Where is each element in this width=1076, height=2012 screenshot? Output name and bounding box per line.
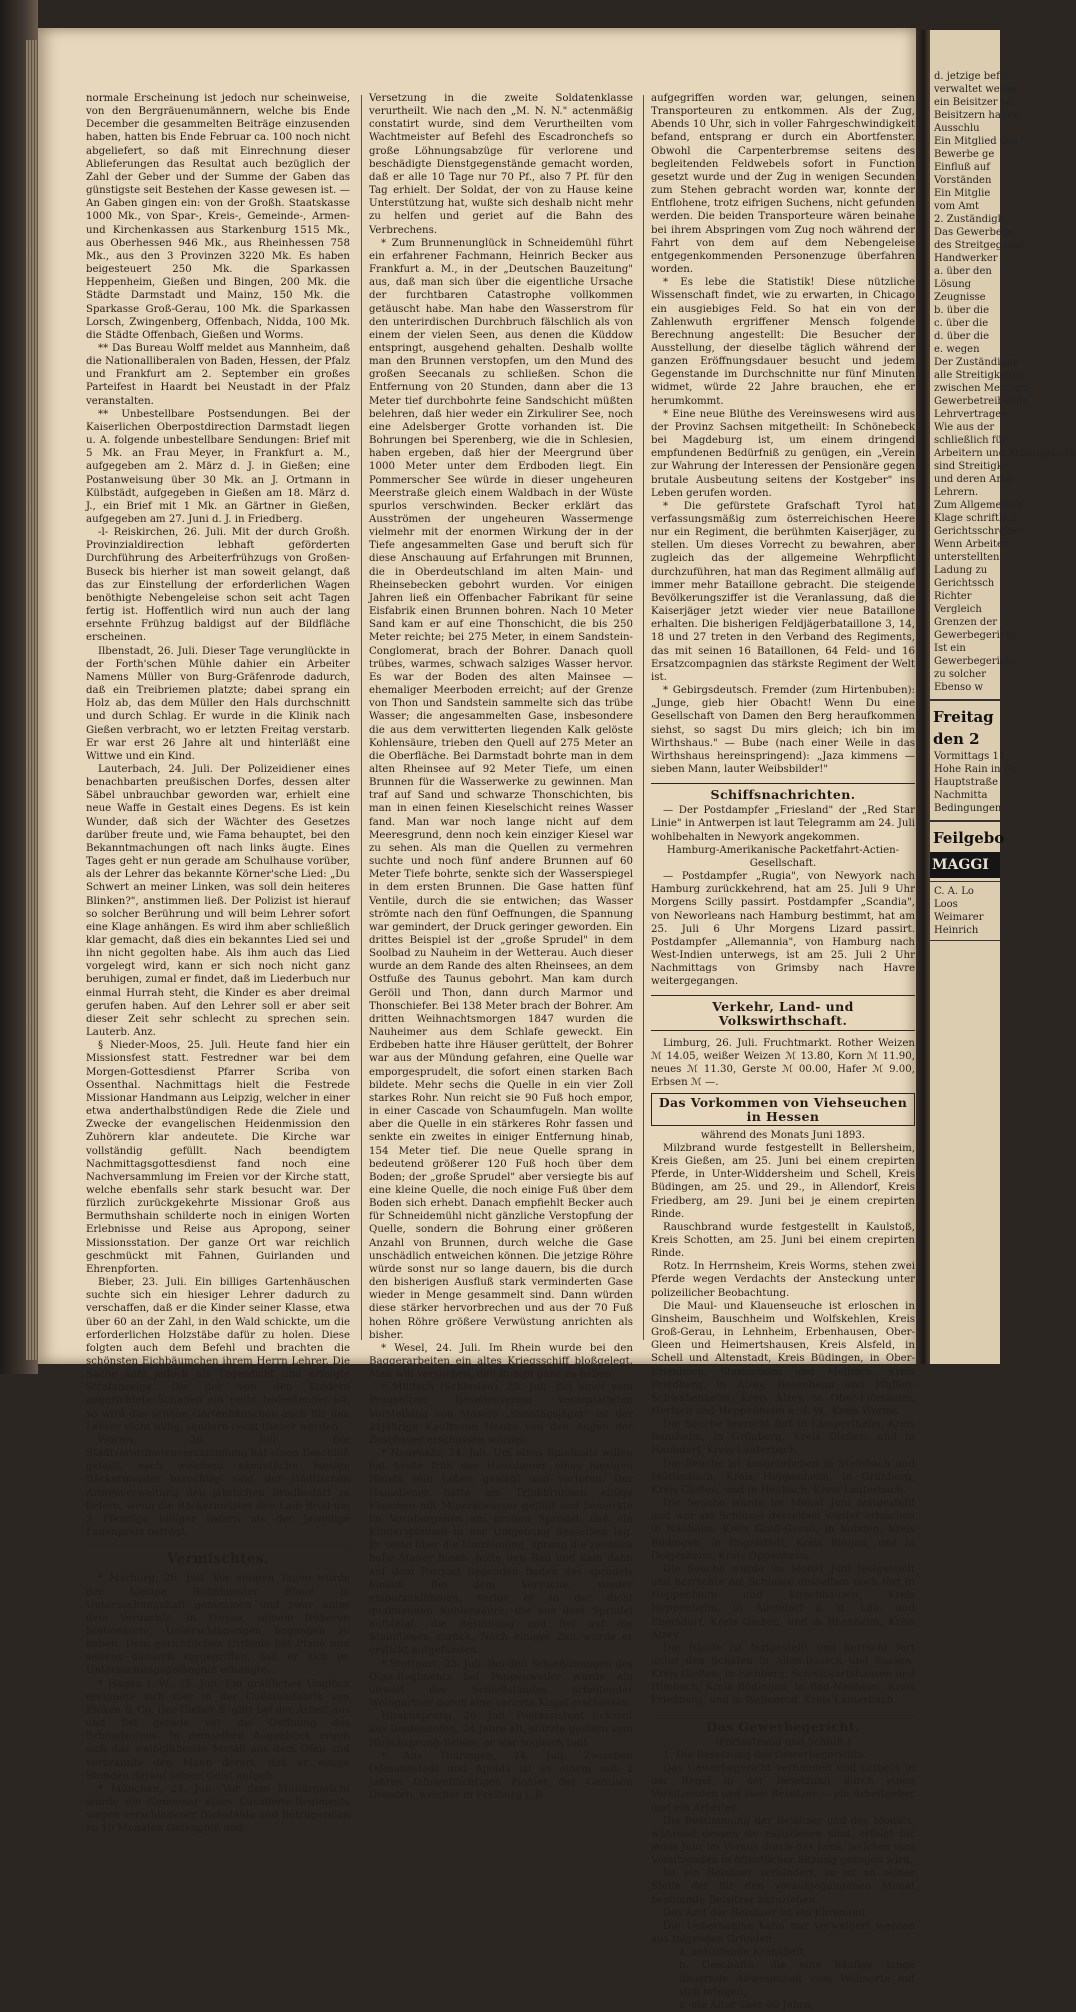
adjacent-text-line: Ebenso w (934, 682, 983, 693)
article-paragraph: * Stuttgart, 25. Juli. Bei den Schießübungen des Olga-Regiments bei Poppenweiler wurde ein unweit des Schießstandes arbeitender Weingärtner durch eine verirrte Kugel erschossen. (369, 1658, 633, 1710)
adjacent-text-line: Gewerbegericht (934, 656, 1016, 667)
article-paragraph: Die Bestimmung der Beisitzer und des Monats, während dessen sie zuzuziehen sind, erfolgt für jedes Jahr im Voraus durch das Loos, welches vom Vorsitzenden in öffentlicher Sitzung gezogen wird. (651, 1815, 915, 1867)
adjacent-page-edge (930, 30, 1076, 1364)
adjacent-text-line: Gerichtssch (934, 578, 995, 589)
article-paragraph: Worms, 26. Juli. Die Stadtverordnetenversammlung hat einen Beschluß gefaßt, nach welchem sämmtliche hiesige Bäckermeister berechtigt sind, der städtischen Armenverwaltung den jährlichen Brodbedarf zu liefern, wenn die Bäckermeister den Laib Brod um 3 Pfennige billiger liefern als der jeweilige Ladenpreis beträgt. (86, 1434, 350, 1539)
article-paragraph: ** Unbestellbare Postsendungen. Bei der Kaiserlichen Oberpostdirection Darmstadt liegen u. A. folgende unbestellbare Sendungen: Brief mit 5 Mk. an Frau Meyer, in Frankfurt a. M., aufgegeben am 2. März d. J. in Gießen; eine Postanweisung über 30 Mk. an J. Ortmann in Külbstädt, aufgegeben in Gießen am 18. März d. J., ein Brief mit 1 Mk. an Gärtner in Gießen, aufgegeben am 27. Juni d. J. in Friedberg. (86, 408, 350, 525)
article-paragraph: Rauschbrand wurde festgestellt in Kaulstoß, Kreis Schotten, am 25. Juni bei einem crepirten Rinde. (651, 1221, 915, 1260)
article-subheading: während des Monats Juni 1893. (700, 1129, 866, 1141)
article-paragraph: * München, 23. Juli. Vor dem Militärgericht wurde ein Gemeiner eines Cavallerie-Regiments wegen verschiedener Diebstähle und Betrügereien zu 10 Monaten Gefängniß und (86, 1783, 350, 1835)
adjacent-text-line: d. über die (934, 331, 989, 342)
adjacent-text-line: Beisitzern haben, (934, 110, 1023, 121)
article-paragraph: Das Gewerbegericht verhandelt und urtheilt in der Regel in der Besetzung durch einen Vorsitzenden und zwei Beisitzer — ein Arbeitgeber und ein Arbeiter. (651, 1763, 915, 1814)
adjacent-text-line: Ladung zu (934, 565, 988, 576)
article-paragraph: Rotz. In Herrnsheim, Kreis Worms, stehen zwei Pferde wegen Verdachts der Ansteckung unter polizeilicher Beobachtung. (651, 1261, 915, 1299)
article-paragraph: Die Räude ist festgestellt und herrscht fort unter den Schafen in Allen-Buseck und Saasen, Kreis Gießen, in Eichberg, Schwickartshausen und Himbach, Kreis Büdingen, in Bad-Nauheim, Kreis Friedberg, und in Wallenrod, Kreis Lauterbach. (651, 1642, 915, 1707)
list-item: a. anhaltende Krankheit, (679, 1947, 808, 1959)
article-paragraph: Die Seuche ist ausgebrochen in Steinbach und Mörlenbach, Kreis Heppenheim, in Grünberg, Kreis Gießen, und in Heubach, Kreis Lauterbach. (651, 1458, 915, 1496)
adjacent-text-line: Einfluß auf (934, 162, 991, 173)
column-left (86, 92, 350, 1835)
adjacent-text-line: a. über den (934, 266, 992, 277)
column-divider (361, 95, 362, 1340)
article-paragraph: * Wesel, 24. Juli. Im Rhein wurde bei den Baggerarbeiten ein altes Kriegsschiff bloßgelegt. Man will versuchen, den Rumpf ganz zu heben. (369, 1342, 633, 1381)
adjacent-text-line: Arbeitern und Arbeitgebern (934, 448, 1076, 459)
article-paragraph: Die Uebernahme kann nur verweigert werden aus folgenden Gründen: (651, 1920, 915, 1946)
book-gutter (916, 30, 930, 1364)
maggi-advertisement: MAGGI (930, 852, 1000, 878)
adjacent-text-line: Weimarer (934, 912, 984, 923)
adjacent-ad-heading: Feilgebo (933, 829, 1005, 847)
article-paragraph: Bieber, 23. Juli. Ein billiges Gartenhäuschen suchte sich ein hiesiger Lehrer dadurch zu verschaffen, daß er die Kinder seiner Klasse, etwa über 60 an der Zahl, in den Wald schickte, um die erforderlichen Holzstäbe dafür zu holen. Diese folgten auch dem Befehl und brachten die schönsten Eichbäumchen ihrem Herrn Lehrer. Die Sache kam jedoch als Tagesdicht und erfolgte Strafanzeige. Die der von den Kindern angerichtete Schaden ein recht bedeutender ist, so wird das schöne Gartenhäuschen auch für den Lehrer nicht billig, sondern recht theuer werden. (86, 1277, 350, 1433)
adjacent-text-line: Loos (934, 899, 958, 910)
adjacent-text-line: Heinrich (934, 925, 979, 936)
article-paragraph: aufgegriffen worden war, gelungen, seinen Transporteuren zu entkommen. Als der Zug, Abends 10 Uhr, sich in voller Fahrgeschwindigkeit befand, entsprang er durch ein Abortfenster. Obwohl die Carpenterbremse seitens des begleitenden Feldwebels sofort in Function gesetzt wurde und der Zug in wenigen Secunden zum Stehen gebracht worden war, konnte der Entflohene, trotz eifrigen Suchens, nicht gefunden werden. Die beiden Transporteure wären beinahe bei ihrem Abspringen vom Zug noch während der Fahrt von dem auf dem Nebengeleise entgegenkommenden Personenzuge überfahren worden. (651, 93, 915, 276)
adjacent-text-line: und deren Arbe (934, 474, 1014, 485)
article-paragraph: * Gebirgsdeutsch. Fremder (zum Hirtenbuben): „Junge, gieb hier Obacht! Wenn Du eine Gesellschaft von Damen den Berg heraufkommen siehst, so sagst Du mirs gleich; ich bin im Wirthshaus." — Bube (nach einer Weile in das Wirthshaus hereinspringend): „Jaza kimmens — sieben Mann, lauter Weibsbilder!" (651, 685, 915, 775)
adjacent-text-line: d. jetzige befin (934, 71, 1010, 82)
column-divider (643, 95, 644, 1340)
adjacent-text-line: Bewerbe ge (934, 149, 995, 160)
section-rule (651, 1030, 915, 1031)
section-heading-schiffsnachrichten: Schiffsnachrichten. (710, 787, 856, 803)
list-item: b. Geschäfte, die eine häufige lange dauernde Abwesenheit vom Wohnorte mit sich bringen, (679, 1960, 915, 1998)
article-paragraph: * Eine neue Blüthe des Vereinswesens wird aus der Provinz Sachsen mitgetheilt: In Schönebeck bei Magdeburg ist, um einem dringend empfundenen Bedürfniß zu genügen, ein „Verein zur Wahrung der Interessen der Pensionäre gegen brutale Ausbeutung seitens der Kostgeber" ins Leben gerufen worden. (651, 408, 915, 499)
column-right (651, 92, 915, 2011)
adjacent-text-line: Ausschlu (934, 123, 980, 134)
adjacent-text-line: Klage schriftlich (934, 513, 1018, 524)
adjacent-text-line: Vorständen (934, 175, 992, 186)
adjacent-text-line: b. über die (934, 305, 989, 316)
adjacent-text-line: Lehrvertrages (934, 409, 1007, 420)
adjacent-text-line: zwischen Meistern (934, 383, 1030, 394)
adjacent-text-line: Richter (934, 591, 972, 602)
article-paragraph: * Zum Brunnenunglück in Schneidemühl führt ein erfahrener Fachmann, Heinrich Becker aus Frankfurt a. M., in der „Deutschen Bauzeitung" aus, daß man sich über die eigentliche Ursache der furchtbaren Catastrophe vollkommen getäuscht habe. Man habe den Wasserstrom für den unterirdischen Durchbruch fälschlich als von einem der vielen Seen, aus denen die Küddow entspringt, ausgehend gehalten. Deshalb wollte man den Brunnen verstopfen, um den Mund des großen Seecanals zu schließen. Schon die Entfernung von 20 Stunden, dann aber die 13 Meter tief durchbohrte feine Sandschicht müßten belehren, daß hier weder ein Zirkulirer See, noch eine Adelsberger Grotte vorhanden ist. Die Bohrungen bei Sperenberg, wie die in Schlesien, haben ergeben, daß hier der Meergrund über 1000 Meter unter dem Erdboden liegt. Ein Pommerscher See würde in dieser ungeheuren Meerstraße gleich einem Waldbach in der Wüste spurlos verschwinden. Becker erklärt das Ausströmen der ungeheuren Wassermenge vielmehr mit der enormen Wirkung der in der Tiefe angesammelten Gase und beruft sich für diese Anschauung auf Erfahrungen mit Brunnen, die in Oberdeutschland im alten Main- und Rheinsebecken gebohrt wurden. Vor einigen Jahren ließ ein Offenbacher Fabrikant für seine Eisfabrik einen Brunnen bohren. Nach 10 Meter Sand kam er auf eine Thonschicht, die bis 250 Meter reichte; bei 275 Meter, in einem Sandstein-Conglomerat, brach der Bohrer. Danach quoll trübes, warmes, schwach salziges Wasser hervor. Es war der Boden des alten Mainsee — ehemaliger Meerboden erreicht; auf der Grenze von Thon und Sandstein sammelte sich das trübe Wasser; die angesammelten Gase, insbesondere die aus dem verwitterten liegenden Kalk gelöste Kohlensäure, trieben den Quell auf 275 Meter an die Oberfläche. Bei Darmstadt bohrte man in dem alten Rheinsee auf 92 Meter Tiefe, um einen Brunnen für die Wasserwerke zu gewinnen. Man traf auf Sand und schwarze Thonschichten, bis man in einen feinen Kieselschicht reines Wasser fand. Man war noch lange nicht auf dem Meeresgrund, denn noch kein einziger Kiesel war zu sehen. Als man die Quellen zu vermehren suchte und noch fünf andere Brunnen auf 60 Meter Tiefe bohrte, senkte sich der Wasserspiegel in dem ersten Brunnen. Die Gase hatten fünf Ventile, durch die sie entwichen; das Wasser strömte nach den fünf Oeffnungen, die Spannung war gemindert, der Druck geringer geworden. Ein drittes Beispiel ist der „große Sprudel" in dem Soolbad zu Nauheim in der Wetterau. Auch dieser wurde an dem Rande des alten Rheinsees, an dem Ostfuße des Taunus gebohrt. Man kam durch Geröll und Thon, dann durch Marmor und Thonschiefer. Bei 138 Meter brach der Bohrer. Am dritten Weihnachtsmorgen 1847 wurden die Nauheimer aus dem Schlafe geweckt. Ein Erdbeben hatte ihre Häuser gerüttelt, der Bohrer war aus der Mündung gefahren, eine Quelle war emporgesprudelt, die sofort einen starken Bach bildete. Mehr sechs die Quelle in ein vier Zoll starkes Rohr. Nun reicht sie 90 Fuß hoch empor, in einer Cascade von Schaumfugeln. Man wollte aber die Quelle in ein stärkeres Rohr fassen und senkte ein zweites in einiger Entfernung hinab, 154 Meter tief. Die neue Quelle sprang in bedeutend größerer 120 Fuß hoch über dem Boden; der „große Sprudel" aber versiegte bis auf eine kleine Quelle, die noch einige Fuß über dem Boden sich erhebt. Danach empfiehlt Becker auch für Schneidemühl nicht gänzliche Verstopfung der Quelle, sondern die Bohrung einer größeren Anzahl von Brunnen, durch welche die Gase unschädlich entweichen können. Die jetzige Röhre würde sonst nur so lange dauern, bis die durch den bisherigen Ausfluß stark verminderten Gase wieder in Menge gesammelt sind. Dann würden diese stärker hervorbrechen und aus der 70 Fuß hohen Röhre größere Verwüstung anrichten als bisher. (369, 237, 633, 1341)
article-paragraph: — Der Postdampfer „Friesland" der „Red Star Linie" in Antwerpen ist laut Telegramm am 24. Juli wohlbehalten in Newyork angekommen. (651, 805, 915, 843)
article-paragraph: * Hagen i. W., 25. Juli. Ein gräßliches Unglück ereignete sich hier in der Gußstahlfabrik von Eicken & Co. Der Gießer S. glitt bei der Arbeit aus und fiel gerade vor die Oeffnung des Schmelzofens. In demselben Augenblick ergoß sich das weißglühende Metall aus dem Ofen und verbrannte den Mann derart, daß er einige Stunden darauf seinen Geist aufgab. (86, 1678, 350, 1782)
section-rule (651, 995, 915, 996)
adjacent-text-line: Das Gewerbege (934, 227, 1015, 238)
adjacent-text-line: sind Streitigke (934, 461, 1009, 472)
adjacent-text-line: Gewerbetreibende (934, 396, 1029, 407)
article-paragraph: Limburg, 26. Juli. Fruchtmarkt. Rother Weizen ℳ 14.05, weißer Weizen ℳ 13.80, Korn ℳ 11.90, neues ℳ 11.30, Gerste ℳ 00.00, Hafer ℳ 9.00, Erbsen ℳ —. (651, 1037, 915, 1089)
adjacent-text-line: Hauptstraße (934, 777, 999, 788)
adjacent-text-line: Zum Allgemeinen (934, 500, 1024, 511)
adjacent-text-line: Nachmitta (934, 790, 988, 801)
article-heading-gewerbegericht: Das Gewerbegericht. (706, 1718, 860, 1734)
section-rule (930, 699, 1000, 701)
adjacent-text-line: Vormittags 11 (934, 751, 1006, 762)
article-paragraph: Hirschsprung, 26. Juli. Postassistent Eckardt aus Diedenhofen, 24 Jahre alt, stürzte gestern vom Hirschsprung-Felsen; er war sogleich todt. (369, 1711, 633, 1749)
adjacent-text-line: ein Beisitzer wi (934, 97, 1013, 108)
adjacent-page-text (930, 30, 1076, 694)
article-heading-viehseuchen: Das Vorkommen von Viehseuchen in Hessen (651, 1093, 915, 1125)
article-subheading: (Fortsetzung und Schluß.) (715, 1736, 851, 1748)
article-paragraph: ** Das Bureau Wolff meldet aus Mannheim, daß die Nationalliberalen von Baden, Hessen, der Pfalz und Frankfurt am 2. September ein großes Parteifest in Haardt bei Neustadt in der Pfalz veranstalten. (86, 342, 350, 407)
list-item: c. ein Alter über 60 Jahre, (679, 1999, 814, 2011)
adjacent-text-line: Ist ein (934, 643, 966, 654)
adjacent-text-line: unterstellten (934, 552, 1000, 563)
adjacent-heading: Freitag den 2 (933, 708, 994, 748)
article-paragraph: § Nieder-Moos, 25. Juli. Heute fand hier ein Missionsfest statt. Festredner war bei dem Morgen-Gottesdienst Pfarrer Scriba von Ossenthal. Nachmittags hielt die Festrede Missionar Handmann aus Leipzig, welcher in einer etwa anderthalbstündigen Rede die Ziele und Zwecke der evangelischen Heidenmission den Zuhörern klar andeutete. Die Kirche war vollständig gefüllt. Nach beendigtem Nachmittagsgottesdienst fand noch eine Nachversammlung im Freien vor der Kirche statt, welche ebenfalls sehr stark besucht war. Der fürzlich zurückgekehrte Missionar Groß aus Bermuthshain schilderte noch in einigen Worten Erlebnisse und Reise aus Apropong, seiner Missionsstation. Der ganze Ort war reichlich geschmückt mit Fahnen, Guirlanden und Ehrenpforten. (86, 1040, 350, 1275)
section-rule (651, 1715, 915, 1716)
adjacent-text-line: C. A. Lo (934, 886, 974, 897)
article-paragraph: Ist ein Beisitzer verhindert, so ist an seiner Stelle der für den voraufgegangenen Monat bestimmte Beisitzer zuzuziehen. (651, 1868, 915, 1906)
adjacent-text-line: des Streitgegenst (934, 240, 1024, 251)
column-middle (369, 92, 633, 1802)
article-paragraph: normale Erscheinung ist jedoch nur scheinweise, von den Bergräuenumännern, welche bis Ende December die gesammelten Beiträge einzusenden haben, hatten bis Ende Februar ca. 100 noch nicht abgeliefert, so daß mit Einrechnung dieser Ablieferungen das Resultat auch bezüglich der Zahl der Geber und der Summe der Gaben das günstigste seit Bestehen der Kasse gewesen ist. — An Gaben gingen ein: von der Großh. Staatskasse 1000 Mk., von Spar-, Kreis-, Gemeinde-, Armen- und Kirchenkassen aus Starkenburg 1515 Mk., aus Oberhessen 946 Mk., aus Rheinhessen 758 Mk., aus den 3 Provinzen 3220 Mk. Es haben beigesteuert 250 Mk. die Sparkassen Heppenheim, Gießen und Bingen, 200 Mk. die Städte Darmstadt und Mainz, 150 Mk. die Sparkasse Groß-Gerau, 100 Mk. die Sparkassen Lorsch, Zwingenberg, Offenbach, Nidda, 100 Mk. die Städte Offenbach, Gießen und Worms. (86, 93, 350, 341)
adjacent-text-line: verwaltet werde (934, 84, 1017, 95)
article-paragraph: Lauterbach, 24. Juli. Der Polizeidiener eines benachbarten preußischen Dorfes, dessen alter Säbel unbrauchbar geworden war, erhielt eine neue Waffe in Gestalt eines Degens. Es ist kein Wunder, daß sich der Wächter des Gesetzes darüber freute und, wie Fama behauptet, bei den Bekanntmachungen oft nach links äugte. Eines Tages geht er nun gerade am Schulhause vorüber, als der Lehrer das bekannte Körner'sche Lied: „Du Schwert an meiner Linken, was soll dein heiteres Blinken?", anstimmen ließ. Der Polizist ist hierauf so solcher Berührung und will beim Lehrer sofort eine Klage anhängen. Es wird ihm aber schließlich klar gemacht, daß dies ein bekanntes Lied sei und ihn nicht gegolten habe. Als ihm auch das Lied vorgelegt wird, kann er sich noch nicht ganz beruhigen, zumal er findet, daß im Liederbuch nur einmal Hurrah steht, die Kinder es aber dreimal gerufen haben. Auf den Lehrer soll er aber seit dieser Zeit sehr schlecht zu sprechen sein. Lauterb. Anz. (86, 763, 350, 1039)
adjacent-text-line: alle Streitigkeiten (934, 370, 1026, 381)
article-paragraph: * Marburg, 26. Juli. Vor einigen Tagen wurde der hiesige Bahnmeister Pfaue in Untersuchungshaft genommen und zwar unter dem Verdachte, in Treysa, seinem früheren Stationsorte, Unterschlagungen begangen zu haben. Dem gerichtlichen Urtheile hat Pfaue nun seitens dadurch vorgegriffen, daß er sich im Untersuchungsgefängniß erhängte. (86, 1573, 350, 1677)
adjacent-ad-text (930, 881, 1000, 941)
adjacent-text-line: Gerichtsschreiber (934, 526, 1026, 537)
article-paragraph: 1. Die Besetzung des Gewerbegerichts. (663, 1749, 867, 1761)
article-paragraph: Die Seuche herrscht fort in Lampertheim, Kreis Bensheim, in Grünberg, Kreis Gießen, und in Haubdorf, Kreis Lauterbach. (651, 1419, 915, 1457)
section-heading-verkehr: Verkehr, Land- und Volkswirthschaft. (712, 999, 854, 1028)
adjacent-text-line: Der Zuständigke (934, 357, 1019, 368)
article-paragraph: * Die gefürstete Grafschaft Tyrol hat verfassungsmäßig zum österreichischen Heere nur ein Regiment, die berühmten Kaiserjäger, zu stellen. Um dieses Vorrecht zu bewahren, aber zugleich das der allgemeine Wehrpflicht durchzuführen, hat man das Regiment allmälig auf immer mehr Bataillone gebracht. Die steigende Bevölkerungsziffer ist die Veranlassung, daß die Kaiserjäger jetzt wieder vier neue Bataillone erhalten. Die bisherigen Feldjägerbataillone 3, 14, 18 und 27 treten in den Verband des Regiments, das mit seinen 16 Bataillonen, 64 Feld- und 16 Ersatzcompagnien das stärkste Regiment der Welt ist. (651, 500, 915, 683)
adjacent-text-line: Gewerbegericht (934, 630, 1016, 641)
adjacent-text-line: Wenn Arbeiter (934, 539, 1008, 550)
adjacent-text-line: Zeugnisse (934, 292, 986, 303)
article-paragraph: Versetzung in die zweite Soldatenklasse verurtheilt. Wie nach den „M. N. N." actenmäßig constatirt wurde, sind dem Verurtheilten vom Wachtmeister auf Befehl des Escadronchefs so große Löhnungsabzüge für verlorene und beschädigte Dienstgegenstände gemacht worden, daß er alle 10 Tage nur 70 Pf., also 7 Pf. für den Tag erhielt. Der Soldat, der von zu Hause keine Unterstützung hat, wußte sich deshalb nicht mehr zu helfen und geriet auf die Bahn des Verbrechens. (369, 93, 633, 236)
article-paragraph: Die Maul- und Klauenseuche ist erloschen in Ginsheim, Bauschheim und Wolfskehlen, Kreis Groß-Gerau, in Lehnheim, Erbenhausen, Ober-Gleen und Heimertshausen, Kreis Alsfeld, in Schell und Altenstadt, Kreis Büdingen, in Ober-Erlenbach, Stammheim und Melbach, Kreis Friedberg, in Alzey, Bosenheim und Pfaffen-Schwabenheim, Kreis Alzey, in Ober-Flörsheim, Herlach und Heppenheim a. d. W., Kreis Worms. (651, 1300, 915, 1417)
article-paragraph: Milzbrand wurde festgestellt in Bellersheim, Kreis Gießen, am 25. Juni bei einem crepirten Pferde, in Unter-Widdersheim und Schell, Kreis Büdingen, am 25. und 29., in Allendorf, Kreis Friedberg, am 29. Juni bei je einem crepirten Rinde. (651, 1142, 915, 1220)
adjacent-text-line: e. wegen (934, 344, 980, 355)
adjacent-text-line: zu solcher (934, 669, 986, 680)
article-paragraph: * Aus Thüringen, 24. Juli. Zwischen Oßmannstedt und Apolda ist es einem seit 2 Jahren fahnenflüchtigen Pionier der Garnison Dresden, welcher in Freiburg i. B. (369, 1750, 633, 1802)
article-paragraph: — Postdampfer „Rugia", von Newyork nach Hamburg zurückkehrend, hat am 25. Juli 9 Uhr Morgens Scilly passirt. Postdampfer „Scandia", von Neworleans nach Hamburg bestimmt, hat am 25. Juli 6 Uhr Morgens Lizard passirt. Postdampfer „Allemannia", von Hamburg nach West-Indien unterwegs, ist am 25. Juli 2 Uhr Nachmittags von Grimsby nach Havre weitergegangen. (651, 871, 915, 988)
adjacent-text-line: Lösung (934, 279, 972, 290)
section-rule (930, 820, 1000, 822)
article-paragraph: Ilbenstadt, 26. Juli. Dieser Tage verunglückte in der Forth'schen Mühle dahier ein Arbeiter Namens Müller von Burg-Gräfenrode dadurch, daß ein Treibriemen platzte; dabei sprang ein Holz ab, das dem Müller den Hals durchschnitt und durch Schlag. Er wurde in die Klinik nach Gießen verbracht, wo er letzten Freitag verstarb. Er war erst 26 Jahre alt und hinterläßt eine Wittwe und ein Kind. (86, 645, 350, 762)
adjacent-text-line: Hohe Rain in Ro (934, 764, 1018, 775)
article-paragraph: Die Seuche wurde im Monat Juni festgestellt und war am Schlusse desselben wieder erloschen in Nauheim, Kreis Groß-Gerau, in Kohden, Kreis Büdingen, in Engelstadt, Kreis Bingen, und in Dolgesheim, Kreis Oppenheim. (651, 1498, 915, 1562)
adjacent-page-text (930, 750, 1018, 815)
adjacent-text-line: vom Amt (934, 201, 980, 212)
adjacent-text-line: Ein Mitglie (934, 188, 991, 199)
adjacent-text-line: Handwerker (934, 253, 998, 264)
article-subheading: Hamburg-Amerikanische Packetfahrt-Actien-Gesellschaft. (666, 844, 900, 869)
section-heading-vermischtes: Vermischtes. (167, 1551, 269, 1568)
adjacent-text-line: Grenzen der (934, 617, 998, 628)
adjacent-text-line: Ein Mitglied des (934, 136, 1018, 147)
article-paragraph: Die Seuche wurde im Monat Juni festgestellt und herrschte am Schlusse desselben noch fort in Heppenheim und Kirschhausen, Kreis Heppenheim, in Allendorf a. d. Lda. und Ebersdorf, Kreis Gießen, und in Rhenheim, Kreis Alzey. (651, 1563, 915, 1641)
article-paragraph: * Militsch (Schlesien), 25. Juli. Bei einer vom Prausnitzer Gesellenverein veranstalteten Vorstellung von Mosers „Sonntagsjäger" ist der 21jährige Kaufmann Hanke von den Augen der Zuschauer erschossen worden. (369, 1382, 633, 1446)
article-paragraph: * Es lebe die Statistik! Diese nützliche Wissenschaft findet, wie zu erwarten, in Chicago ein ausgiebiges Feld. So hat ein von der Zahlenwuth ergriffener Mensch folgende Berechnung angestellt: Die Besucher der Ausstellung, der dieselbe täglich während der ganzen Eröffnungsdauer besucht und jedem Gegenstande im Durchschnitte nur fünf Minuten widmet, würde 22 Jahre brauchen, ehe er herumkommt. (651, 277, 915, 407)
adjacent-text-line: Vergleich (934, 604, 982, 615)
adjacent-text-line: schließlich für (934, 435, 1007, 446)
article-paragraph: * Neuenahr, 24. Juli. Um eines Spielballs willen hat heute früh der Hausdiener eines hiesigen Hotels sein Leben gewagt und verloren. Der Hausdiener hatte am Trinkbrunnen einige Flaschen mit Mineralwasser gefüllt und bemerkte im Vorübergehen am großen Sprudel, daß ein Kinderspielball in der Umgebung desselben lag. Er sezte über die Umzäunung, sprang die ziemlich hohe Mauer hinab, holte den Ball und kam dann auf dem Parquet liegenden Boden des sprudels hinauf. Bei dem Versuche, wieder emporzuklimmen, verlor er in der dicht qualmenden Kohlensäure, die aus dem Sprudel aufsteigt, die Besinnung und fiel auf die Steinfliesen zurück. Nach einiger Zeit wurde er erstickt aufgefunden. (369, 1448, 633, 1657)
article-paragraph: Das Amt der Beisitzer ist ein Ehrenamt. (663, 1907, 870, 1919)
adjacent-text-line: Bedingungen (934, 803, 1002, 814)
section-rule (651, 783, 915, 784)
adjacent-text-line: c. über die (934, 318, 989, 329)
adjacent-text-line: Lehrern. (934, 487, 979, 498)
adjacent-text-line: 2. Zuständigk (934, 214, 1004, 225)
section-rule (86, 1546, 350, 1547)
adjacent-text-line: Wie aus der (934, 422, 995, 433)
article-paragraph: -l- Reiskirchen, 26. Juli. Mit der durch Großh. Provinzialdirection lebhaft geförderten Durchführung des Arbeiterfrühzugs von Großen-Buseck bis hierher ist man soweit gelangt, daß das zur Einstellung der erforderlichen Wagen benöthigte Nebengeleise schon seit acht Tagen fertig ist. Hoffentlich wird nun auch der lang ersehnte Frühzug baldigst auf der Bildfläche erscheinen. (86, 527, 350, 644)
